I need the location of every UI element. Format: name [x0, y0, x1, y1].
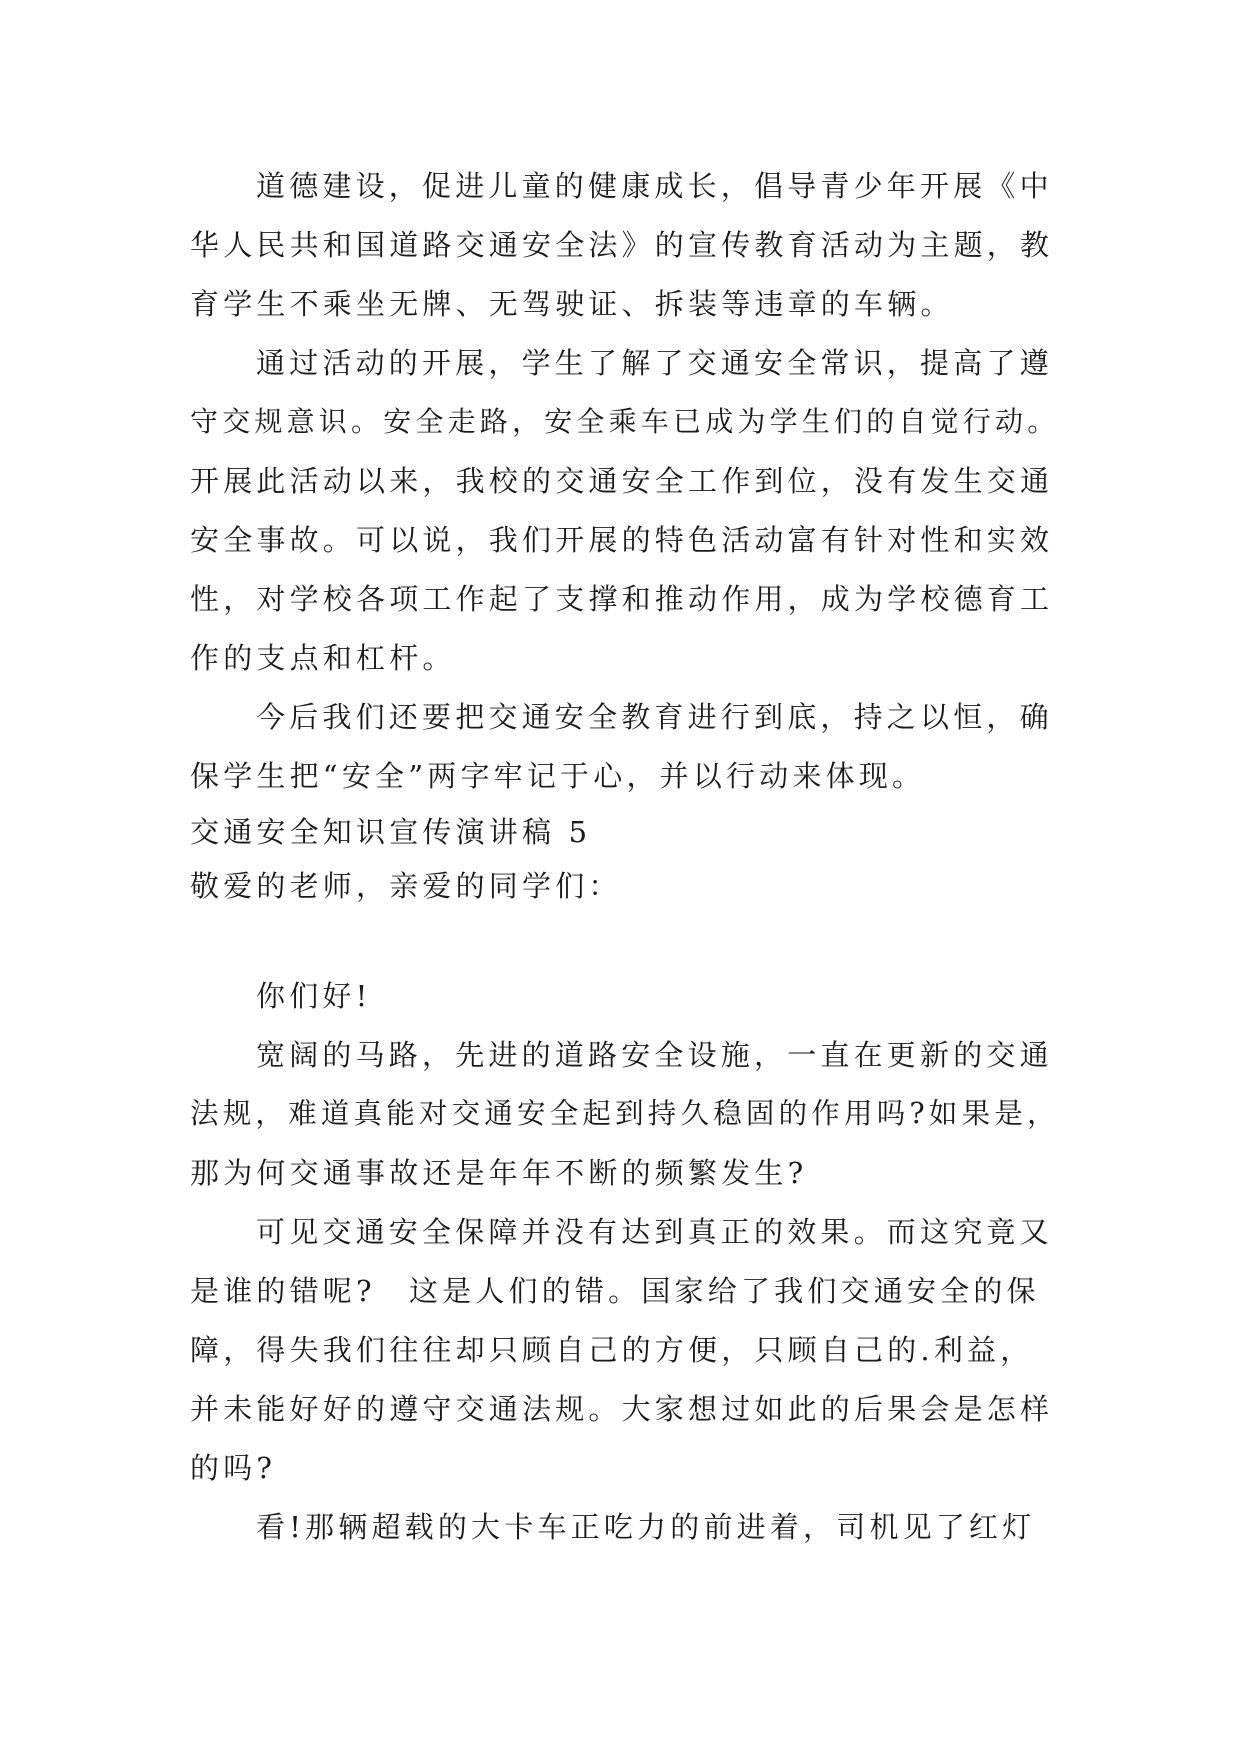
paragraph-line: 并未能好好的遵守交通法规。大家想过如此的后果会是怎样 — [190, 1392, 1054, 1426]
paragraph-line: 障，得失我们往往却只顾自己的方便，只顾自己的.利益， — [190, 1333, 1034, 1367]
salutation: 敬爱的老师，亲爱的同学们： — [190, 869, 622, 903]
paragraph-line: 育学生不乘坐无牌、无驾驶证、拆装等违章的车辆。 — [190, 287, 954, 321]
paragraph-line: 是谁的错呢? 这是人们的错。国家给了我们交通安全的保 — [190, 1274, 1040, 1308]
paragraph-line: 今后我们还要把交通安全教育进行到底，持之以恒，确 — [256, 700, 1053, 734]
paragraph-line: 道德建设，促进儿童的健康成长，倡导青少年开展《中 — [256, 169, 1053, 203]
paragraph-line: 的吗? — [190, 1451, 277, 1485]
paragraph-line: 可见交通安全保障并没有达到真正的效果。而这究竟又 — [256, 1215, 1053, 1249]
paragraph-line: 作的支点和杠杆。 — [190, 641, 456, 675]
paragraph-line: 开展此活动以来，我校的交通安全工作到位，没有发生交通 — [190, 464, 1054, 498]
paragraph-line: 看!那辆超载的大卡车正吃力的前进着，司机见了红灯 — [256, 1510, 1036, 1544]
paragraph-line: 法规，难道真能对交通安全起到持久稳固的作用吗?如果是， — [190, 1097, 1060, 1130]
paragraph-line: 性，对学校各项工作起了支撑和推动作用，成为学校德育工 — [190, 582, 1054, 616]
paragraph-line: 华人民共和国道路交通安全法》的宣传教育活动为主题，教 — [190, 228, 1054, 262]
paragraph-line: 宽阔的马路，先进的道路安全设施，一直在更新的交通 — [256, 1038, 1053, 1072]
paragraph-line: 安全事故。可以说，我们开展的特色活动富有针对性和实效 — [190, 523, 1054, 557]
paragraph-line: 那为何交通事故还是年年不断的频繁发生? — [190, 1156, 808, 1190]
paragraph-line: 守交规意识。安全走路，安全乘车已成为学生们的自觉行动。 — [190, 405, 1060, 438]
paragraph-line: 通过活动的开展，学生了解了交通安全常识，提高了遵 — [256, 346, 1053, 380]
greeting: 你们好! — [256, 979, 372, 1013]
section-heading: 交通安全知识宣传演讲稿 5 — [190, 815, 592, 849]
paragraph-line: 保学生把“安全”两字牢记于心，并以行动来体现。 — [190, 759, 926, 793]
